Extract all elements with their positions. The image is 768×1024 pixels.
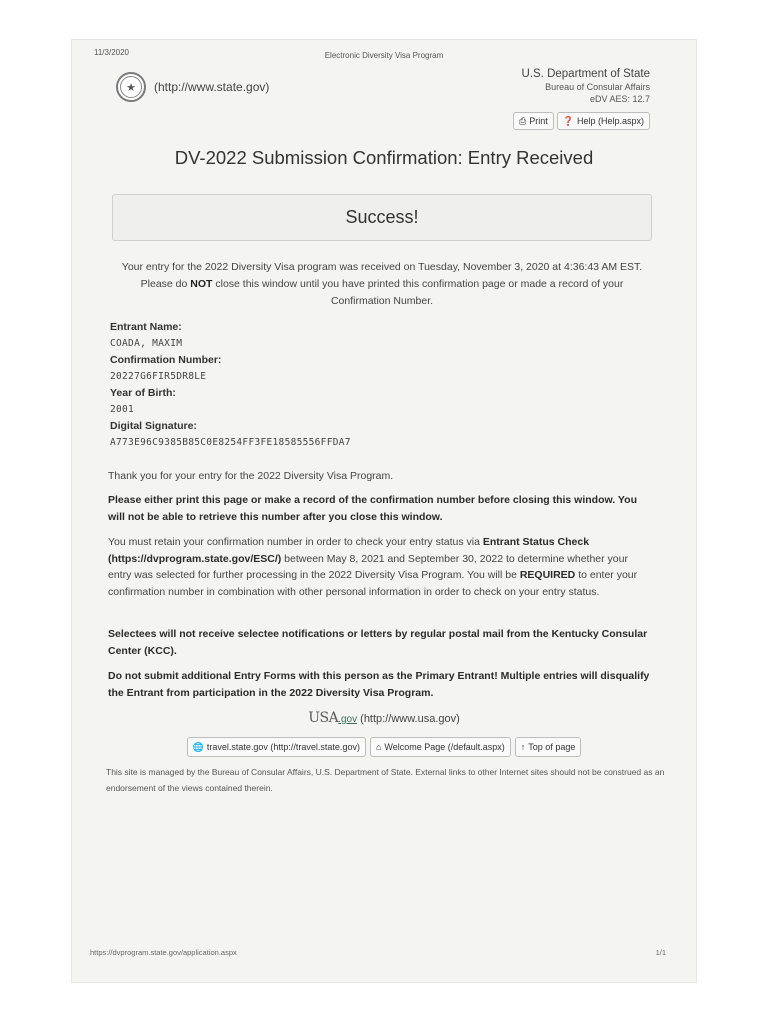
intro-part1: Your entry for the 2022 Diversity Visa program was received on Tuesday, November 3, 2020 at 4:36:43 AM EST. Please do (121, 261, 643, 290)
confirmation-number-value: 20227G6FIR5DR8LE (110, 371, 207, 382)
seal-icon[interactable]: ★ (116, 72, 146, 102)
print-warning: Please either print this page or make a record of the confirmation number before closing this window. You will not be able to retrieve this number after you close this window. (108, 494, 637, 523)
print-date: 11/3/2020 (94, 48, 129, 57)
print-label: Print (529, 116, 548, 126)
print-footer-page: 1/1 (655, 948, 666, 957)
department-block (522, 67, 650, 105)
required-text: REQUIRED (519, 569, 576, 581)
help-icon: ❓ (562, 115, 574, 126)
intro-part2: close this window until you have printed this confirmation page or made a record of your Confirmation Number. (212, 278, 624, 307)
footer-links (72, 737, 696, 757)
digital-signature-value: A773E96C9385B85C0E8254FF3FE18585556FFDA7 (110, 437, 351, 448)
print-button[interactable] (513, 112, 554, 130)
year-of-birth-label: Year of Birth: (110, 387, 176, 399)
confirmation-number-label: Confirmation Number: (110, 354, 222, 366)
travel-state-button[interactable] (187, 737, 366, 757)
globe-icon: 🌐 (192, 741, 204, 752)
system-version: eDV AES: 12.7 (589, 94, 650, 104)
disclaimer: This site is managed by the Bureau of Consular Affairs, U.S. Department of State. External links to other Internet sites should not be construed as an endorsement of the views contained therein. (106, 767, 665, 793)
intro-paragraph (110, 259, 654, 310)
thanks-text: Thank you for your entry for the 2022 Diversity Visa Program. (108, 470, 394, 482)
print-footer-url: https://dvprogram.state.gov/application.aspx (90, 948, 237, 957)
home-icon: ⌂ (375, 741, 382, 752)
usa-gov-link[interactable]: (http://www.usa.gov) (360, 713, 460, 725)
top-of-page-label: Top of page (528, 742, 576, 752)
retain-text-3: to enter your confirmation number in combination with other personal information in order to check on your entry status. (108, 569, 638, 598)
printer-icon: ⎙ (519, 115, 527, 126)
entrant-status-check-link[interactable]: Entrant Status Check (https://dvprogram.state.gov/ESC/) (108, 536, 590, 565)
bureau-name: Bureau of Consular Affairs (545, 82, 650, 92)
state-gov-link[interactable]: (http://www.state.gov) (154, 80, 270, 94)
header-actions (513, 112, 650, 130)
retain-text-1: You must retain your confirmation number in order to check your entry status via (108, 536, 483, 548)
department-name: U.S. Department of State (521, 68, 650, 80)
digital-signature-label: Digital Signature: (110, 420, 197, 432)
success-banner (112, 194, 652, 241)
year-of-birth-value: 2001 (110, 404, 135, 415)
entrant-name-value: COADA, MAXIM (110, 338, 183, 349)
help-label: Help (Help.aspx) (576, 116, 644, 126)
usa-gov-logo-suffix[interactable]: .gov (338, 714, 358, 725)
arrow-up-icon: ↑ (520, 741, 526, 752)
welcome-page-button[interactable] (370, 737, 511, 757)
success-text: Success! (345, 207, 419, 227)
travel-state-label: travel.state.gov (http://travel.state.gov) (206, 742, 360, 752)
printed-page (72, 40, 696, 982)
print-title: Electronic Diversity Visa Program (324, 51, 444, 60)
welcome-page-label: Welcome Page (/default.aspx) (384, 742, 505, 752)
usa-gov-logo[interactable]: USA (308, 710, 339, 726)
retain-text-2: between May 8, 2021 and September 30, 2022 to determine whether your entry was selected for further processing in the 2022 Diversity Visa Program. You will be (108, 552, 628, 581)
entry-fields (110, 319, 630, 451)
intro-not: NOT (190, 278, 213, 290)
help-button[interactable] (557, 112, 650, 130)
retain-paragraph (108, 534, 650, 600)
selectees-notice: Selectees will not receive selectee notifications or letters by regular postal mail from the Kentucky Consular Center (KCC). (108, 628, 648, 657)
duplicate-entry-warning: Do not submit additional Entry Forms with this person as the Primary Entrant! Multiple entries will disqualify the Entrant from participation in the 2022 Diversity Visa Program. (108, 670, 650, 699)
entrant-name-label: Entrant Name: (110, 321, 182, 333)
page-title: DV-2022 Submission Confirmation: Entry Received (174, 147, 594, 168)
top-of-page-button[interactable] (515, 737, 582, 757)
usa-gov-block (72, 710, 696, 726)
